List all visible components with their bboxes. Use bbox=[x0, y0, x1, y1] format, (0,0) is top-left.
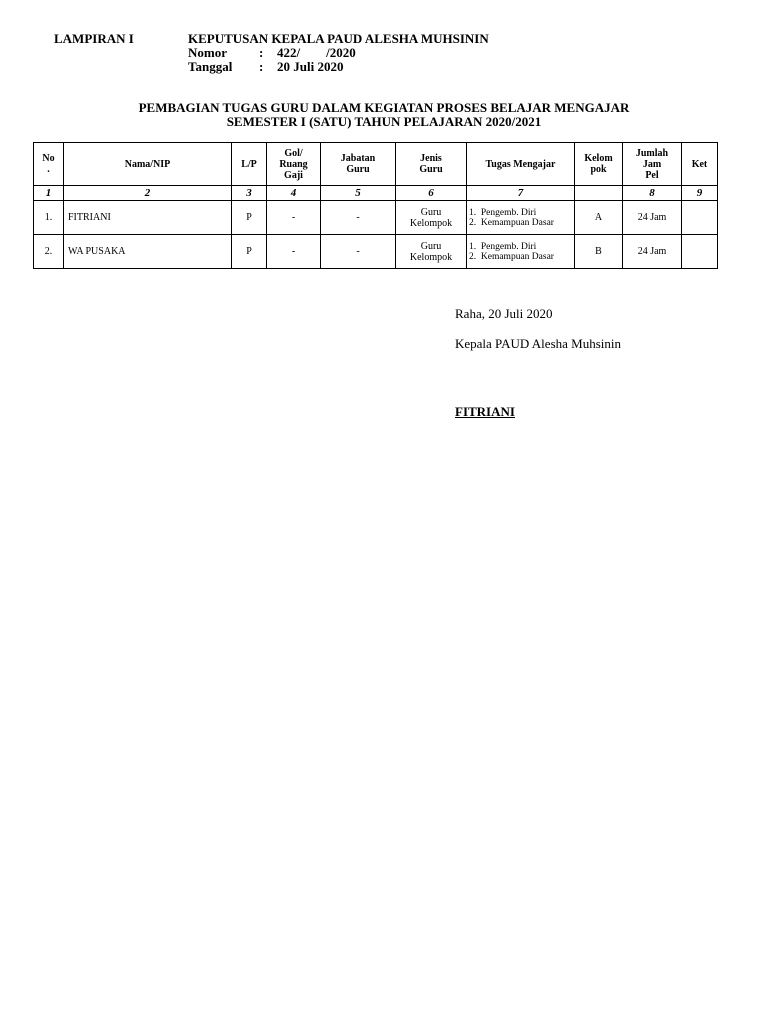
signature-place-date: Raha, 20 Juli 2020 bbox=[455, 306, 553, 321]
keputusan-title: KEPUTUSAN KEPALA PAUD ALESHA MUHSININ bbox=[188, 31, 489, 46]
col-number: 6 bbox=[396, 186, 467, 201]
nomor-value: 422/ /2020 bbox=[277, 45, 356, 60]
row-tugas bbox=[467, 235, 575, 269]
col-number: 7 bbox=[467, 186, 575, 201]
col-header-jabatan: Jabatan Guru bbox=[321, 143, 396, 186]
row-nama: WA PUSAKA bbox=[64, 235, 232, 269]
col-header-kelompok: Kelom pok bbox=[575, 143, 623, 186]
col-number: 9 bbox=[682, 186, 718, 201]
column-number-row bbox=[34, 186, 718, 201]
row-gol: - bbox=[267, 201, 321, 235]
row-jabatan: - bbox=[321, 235, 396, 269]
col-header-tugas: Tugas Mengajar bbox=[467, 143, 575, 186]
row-nama: FITRIANI bbox=[64, 201, 232, 235]
row-no: 2. bbox=[34, 235, 64, 269]
table-row bbox=[34, 235, 718, 269]
tugas-item: 1. Pengemb. Diri bbox=[469, 207, 537, 218]
tanggal-colon: : bbox=[259, 59, 264, 74]
row-ket bbox=[682, 201, 718, 235]
row-kelompok: A bbox=[575, 201, 623, 235]
document-title-line1: PEMBAGIAN TUGAS GURU DALAM KEGIATAN PROSES BELAJAR MENGAJAR bbox=[138, 100, 630, 115]
row-ket bbox=[682, 235, 718, 269]
row-no: 1. bbox=[34, 201, 64, 235]
col-header-jam: Jumlah Jam Pel bbox=[623, 143, 682, 186]
col-header-gol: Gol/ Ruang Gaji bbox=[267, 143, 321, 186]
row-jenis: Guru Kelompok bbox=[396, 201, 467, 235]
row-gol: - bbox=[267, 235, 321, 269]
assignment-table bbox=[33, 142, 718, 269]
col-header-ket: Ket bbox=[682, 143, 718, 186]
signature-name: FITRIANI bbox=[455, 404, 515, 419]
col-number: 2 bbox=[64, 186, 232, 201]
document-title-line2: SEMESTER I (SATU) TAHUN PELAJARAN 2020/2021 bbox=[226, 114, 542, 129]
tugas-item: 2. Kemampuan Dasar bbox=[469, 251, 554, 262]
col-number: 8 bbox=[623, 186, 682, 201]
row-lp: P bbox=[232, 201, 267, 235]
table-header-row bbox=[34, 143, 718, 186]
col-header-jenis: Jenis Guru bbox=[396, 143, 467, 186]
lampiran-label: LAMPIRAN I bbox=[54, 31, 134, 46]
col-header-no: No . bbox=[34, 143, 64, 186]
tugas-item: 1. Pengemb. Diri bbox=[469, 241, 537, 252]
row-kelompok: B bbox=[575, 235, 623, 269]
col-number: 4 bbox=[267, 186, 321, 201]
col-number: 1 bbox=[34, 186, 64, 201]
col-number: 5 bbox=[321, 186, 396, 201]
tanggal-value: 20 Juli 2020 bbox=[277, 59, 344, 74]
tugas-item: 2. Kemampuan Dasar bbox=[469, 217, 554, 228]
col-header-lp: L/P bbox=[232, 143, 267, 186]
nomor-label: Nomor bbox=[188, 45, 227, 60]
row-tugas bbox=[467, 201, 575, 235]
col-number bbox=[575, 186, 623, 201]
row-jabatan: - bbox=[321, 201, 396, 235]
col-header-nama: Nama/NIP bbox=[64, 143, 232, 186]
row-jam: 24 Jam bbox=[623, 235, 682, 269]
nomor-colon: : bbox=[259, 45, 264, 60]
table-row bbox=[34, 201, 718, 235]
signature-position: Kepala PAUD Alesha Muhsinin bbox=[455, 336, 621, 351]
row-lp: P bbox=[232, 235, 267, 269]
row-jam: 24 Jam bbox=[623, 201, 682, 235]
col-number: 3 bbox=[232, 186, 267, 201]
row-jenis: Guru Kelompok bbox=[396, 235, 467, 269]
tanggal-label: Tanggal bbox=[188, 59, 233, 74]
